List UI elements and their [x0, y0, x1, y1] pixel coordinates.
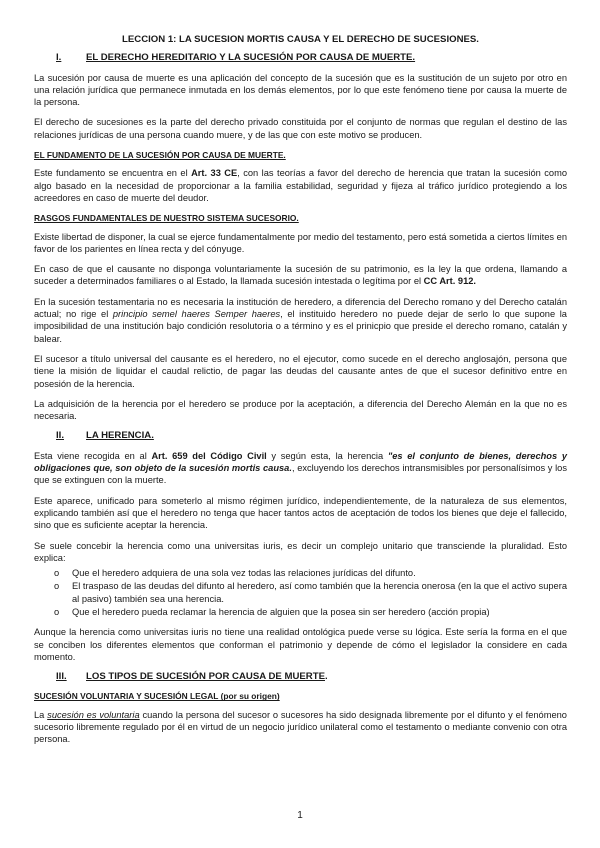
paragraph: [34, 709, 567, 746]
latin-principle: principio semel haeres Semper haeres: [112, 309, 281, 320]
list-item: [34, 567, 567, 579]
text-run: Esta viene recogida en al: [34, 450, 152, 461]
list-item-text: Que el heredero pueda reclamar la herencia de alguien que la posea sin ser heredero (acción propia): [72, 606, 490, 617]
paragraph: [34, 167, 567, 204]
page-number: 1: [297, 810, 303, 821]
section-2-heading: [34, 430, 567, 442]
section-3-title: LOS TIPOS DE SUCESIÓN POR CAUSA DE MUERTE: [86, 671, 325, 683]
section-1-number: I.: [56, 52, 62, 64]
section-1-heading: [34, 52, 567, 64]
section-3-number: III.: [56, 671, 67, 683]
text-run: cuando la persona del sucesor o sucesores ha sido designada libremente por el difunto y el fenómeno sucesorio libremente regulado por él en virtud de un negocio jurídico unilateral como el testamento o mediante convenio con otra persona.: [34, 709, 567, 745]
section-2-number: II.: [56, 430, 64, 442]
document-title: LECCION 1: LA SUCESION MORTIS CAUSA Y EL DERECHO DE SUCESIONES.: [122, 34, 479, 45]
text-run: , excluyendo los derechos intransmisibles por personalísimos y los que se extinguen con la muerte.: [34, 463, 568, 486]
legal-definition-quote: "es el conjunto de bienes, derechos y obligaciones que, son objeto de la sucesión mortis causa.: [34, 450, 567, 474]
section-3-title-end: .: [324, 671, 328, 683]
bullet-list: [34, 567, 567, 618]
section-3-title-wrap: [86, 671, 328, 683]
bullet-marker: o: [54, 568, 60, 579]
paragraph: Existe libertad de disponer, la cual se ejerce fundamentalmente por medio del testamento, pero está sometida a ciertos límites en favor de los parientes en línea recta y del cónyuge.: [34, 231, 567, 254]
list-item: [34, 580, 567, 605]
subheading-rasgos: RASGOS FUNDAMENTALES DE NUESTRO SISTEMA SUCESORIO.: [34, 213, 299, 224]
text-run: La: [34, 709, 48, 720]
section-2-title: LA HERENCIA.: [86, 430, 154, 442]
paragraph: [34, 450, 567, 487]
section-1-title: EL DERECHO HEREDITARIO Y LA SUCESIÓN POR CAUSA DE MUERTE.: [86, 52, 416, 64]
text-run: Este fundamento se encuentra en el: [34, 168, 192, 179]
bullet-marker: o: [54, 606, 60, 617]
defined-term: sucesión es voluntaria: [47, 709, 140, 720]
bullet-marker: o: [54, 581, 60, 592]
paragraph: Aunque la herencia como universitas iuris no tiene una realidad ontológica puede verse su lógica. Este sería la forma en el que se conciben los diferentes elementos que conforman el patrimonio y depende de cómo el legislador la considere en cada momento.: [34, 627, 567, 662]
list-item-text: Que el heredero adquiera de una sola vez todas las relaciones jurídicas del difunto.: [72, 568, 416, 579]
subheading-fundamento: EL FUNDAMENTO DE LA SUCESIÓN POR CAUSA DE MUERTE.: [34, 150, 286, 161]
text-run: y según esta, la herencia: [266, 450, 388, 461]
text-run: En caso de que el causante no disponga voluntariamente la sucesión de su patrimonio, es la ley la que ordena, llamando a suceder a determinados familiares o al Estado, la llamada sucesión intestada o legítima por el: [34, 264, 567, 287]
list-item-text: El traspaso de las deudas del difunto al heredero, así como también que la herencia onerosa (en la que el activo supera al pasivo) también sea una herencia.: [72, 581, 567, 604]
paragraph: El derecho de sucesiones es la parte del derecho privado constituida por el conjunto de normas que regulan el destino de las relaciones jurídicas de una persona cuando muere, y de las que con este motivo se producen.: [34, 117, 567, 140]
article-reference: Art. 659 del Código Civil: [151, 450, 267, 461]
subheading-voluntaria-legal: SUCESIÓN VOLUNTARIA Y SUCESIÓN LEGAL (por su origen): [34, 691, 280, 702]
paragraph: [34, 263, 567, 288]
paragraph: [34, 296, 567, 345]
paragraph: La adquisición de la herencia por el heredero se produce por la aceptación, a diferencia del Derecho Alemán en la que no es necesaria.: [34, 398, 567, 422]
article-reference: CC Art. 912.: [423, 276, 477, 287]
paragraph: Este aparece, unificado para someterlo al mismo régimen jurídico, independientemente, de la naturaleza de sus elementos, explicando también así que el heredero no tenga que hacer tantos actos de aceptación de todos los bienes que deje el fallecido, sino que es suficiente aceptar la herencia.: [34, 495, 567, 531]
paragraph: Se suele concebir la herencia como una universitas iuris, es decir un complejo unitario que transciende la pluralidad. Esto explica:: [34, 540, 567, 563]
text-run: En la sucesión testamentaria no es necesaria la institución de heredero, a diferencia del Derecho romano y del Derecho catalán actual; no rige el: [34, 296, 567, 320]
article-reference: Art. 33 CE: [191, 168, 238, 179]
document-page: [34, 30, 567, 754]
paragraph: La sucesión por causa de muerte es una aplicación del concepto de la sucesión que es la sustitución de un sujeto por otro en una relación jurídica que permanece inmutada en los demás elementos, por lo que este fenómeno tiene por causa la muerte de la persona.: [34, 72, 567, 108]
text-run: , con las teorías a favor del derecho de herencia que tratan la sucesión como algo basado en la necesidad de proporcionar a la familia estabilidad, seguridad y fijeza al tráfico jurídico protegiendo a los acreedores en caso de muerte del deudor.: [34, 168, 567, 203]
list-item: [34, 606, 567, 618]
text-run: , el instituido heredero no puede dejar de serlo lo que supone la imposibilidad de una institución bajo condición resolutoria o a término y es el prinicpio que preside el derecho romano, catalán y balear.: [34, 309, 567, 344]
section-3-heading: [34, 671, 567, 683]
paragraph: El sucesor a título universal del causante es el heredero, no el ejecutor, como sucede en el derecho anglosajón, persona que tiene la misión de liquidar el caudal relictio, de pagar las deudas del causante antes de que el sucesor definitivo entre en posesión de la herencia.: [34, 353, 567, 389]
